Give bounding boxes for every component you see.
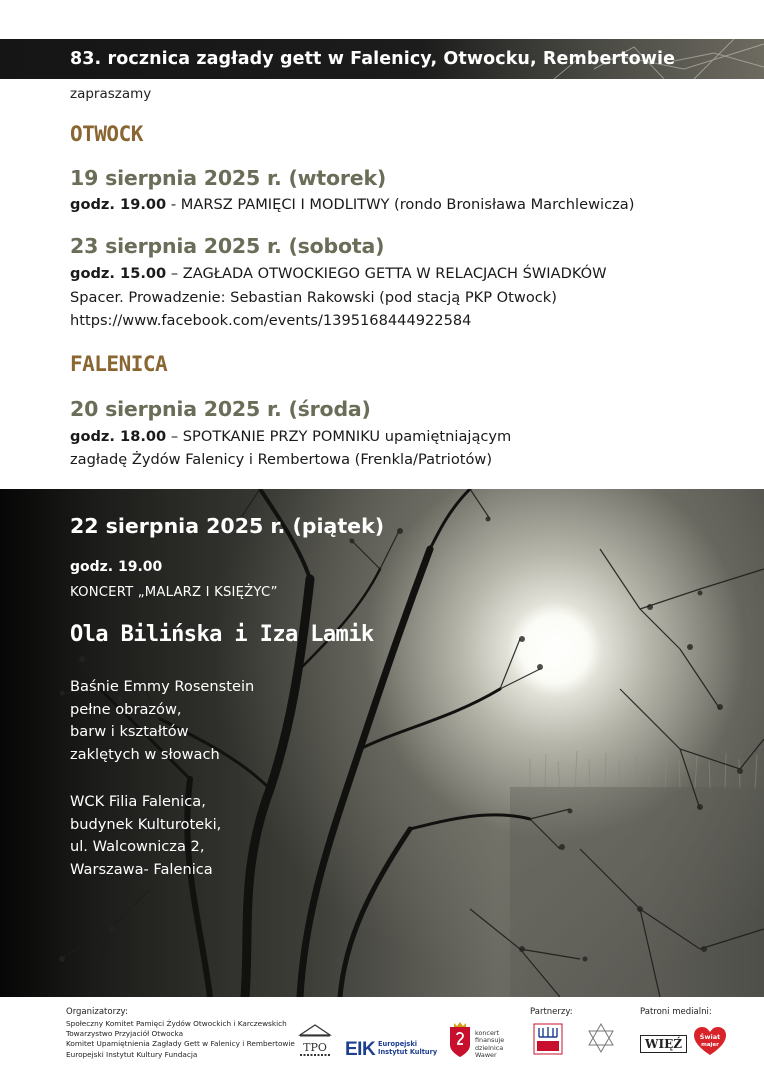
partners-label: Partnerzy: xyxy=(530,1007,573,1017)
eik-logo-mark: EIK xyxy=(345,1039,376,1060)
event-date-otwock-2: 23 sierpnia 2025 r. (sobota) xyxy=(70,234,385,258)
concert-photo-section xyxy=(0,489,764,997)
swiat-logo-text: Świat xyxy=(699,1033,721,1041)
event-time: godz. 18.00 xyxy=(70,428,167,445)
organizer-item: Towarzystwo Przyjaciół Otwocka xyxy=(66,1029,184,1039)
wawer-crest-logo xyxy=(447,1019,473,1059)
header-banner xyxy=(0,39,764,79)
page-title: 83. rocznica zagłady gett w Falenicy, Otwocku, Rembertowie xyxy=(70,49,676,69)
eik-logo-text: Europejski Instytut Kultury xyxy=(378,1040,438,1056)
event-line-otwock-1 xyxy=(70,196,634,213)
event-time: godz. 15.00 xyxy=(70,265,167,282)
event-line-falenica-1 xyxy=(70,428,511,445)
concert-title: KONCERT „MALARZ I KSIĘŻYC” xyxy=(70,585,278,600)
city-heading-falenica: FALENICA xyxy=(70,352,168,376)
majer-logo-text: majer xyxy=(701,1042,719,1048)
tpo-logo xyxy=(296,1023,334,1059)
event-date-otwock-1: 19 sierpnia 2025 r. (wtorek) xyxy=(70,166,387,190)
invite-text: zapraszamy xyxy=(70,86,152,102)
description-line: barw i kształtów xyxy=(70,723,189,741)
event-date-falenica-1: 20 sierpnia 2025 r. (środa) xyxy=(70,397,371,421)
swiat-majer-heart-logo xyxy=(694,1027,726,1057)
organizers-list xyxy=(66,1019,295,1060)
jewish-heritage-partner-logo xyxy=(533,1023,563,1055)
city-heading-otwock: OTWOCK xyxy=(70,122,143,146)
organizer-item: Społeczny Komitet Pamięci Żydów Otwockich i Karczewskich xyxy=(66,1019,287,1028)
venue-line: WCK Filia Falenica, xyxy=(70,793,206,810)
event-line-otwock-2 xyxy=(70,265,607,282)
event-description: – ZAGŁADA OTWOCKIEGO GETTA W RELACJACH ŚWIADKÓW xyxy=(166,265,607,282)
description-line: zaklętych w słowach xyxy=(70,746,220,764)
event-location-line: zagładę Żydów Falenicy i Rembertowa (Frenkla/Patriotów) xyxy=(70,451,493,468)
event-guide-line: Spacer. Prowadzenie: Sebastian Rakowski (pod stacją PKP Otwock) xyxy=(70,289,557,306)
concert-date: 22 sierpnia 2025 r. (piątek) xyxy=(70,514,385,538)
facebook-event-link[interactable]: https://www.facebook.com/events/1395168444922584 xyxy=(70,312,472,329)
concert-description xyxy=(70,676,254,767)
organizer-item: Komitet Upamiętnienia Zagłady Gett w Falenicy i Rembertowie xyxy=(66,1039,295,1049)
description-line: Baśnie Emmy Rosenstein xyxy=(70,678,255,695)
wawer-logo-text: koncert finansuje dzielnica Wawer xyxy=(475,1029,505,1060)
tpo-logo-text: TPO xyxy=(303,1041,327,1054)
organizer-item: Europejski Instytut Kultury Fundacja xyxy=(66,1049,198,1059)
concert-venue xyxy=(70,791,221,882)
organizers-label: Organizatorzy: xyxy=(66,1007,128,1017)
description-line: pełne obrazów, xyxy=(70,700,182,718)
event-time: godz. 19.00 xyxy=(70,196,167,213)
concert-performers: Ola Bilińska i Iza Lamik xyxy=(70,622,374,647)
venue-line: Warszawa- Falenica xyxy=(70,861,213,879)
star-of-david-partner-logo xyxy=(584,1021,618,1055)
event-description-bold: – SPOTKANIE PRZY POMNIKU xyxy=(166,428,381,445)
footer-sponsors xyxy=(0,997,764,1080)
patrons-label: Patroni medialni: xyxy=(640,1007,712,1017)
wiez-logo: WIĘŹ xyxy=(640,1035,687,1053)
venue-line: budynek Kulturoteki, xyxy=(70,815,222,833)
event-description: upamiętniającym xyxy=(380,428,512,445)
concert-time: godz. 19.00 xyxy=(70,559,163,575)
event-description: - MARSZ PAMIĘCI I MODLITWY (rondo Bronisława Marchlewicza) xyxy=(166,196,635,213)
venue-line: ul. Walcownicza 2, xyxy=(70,838,205,856)
